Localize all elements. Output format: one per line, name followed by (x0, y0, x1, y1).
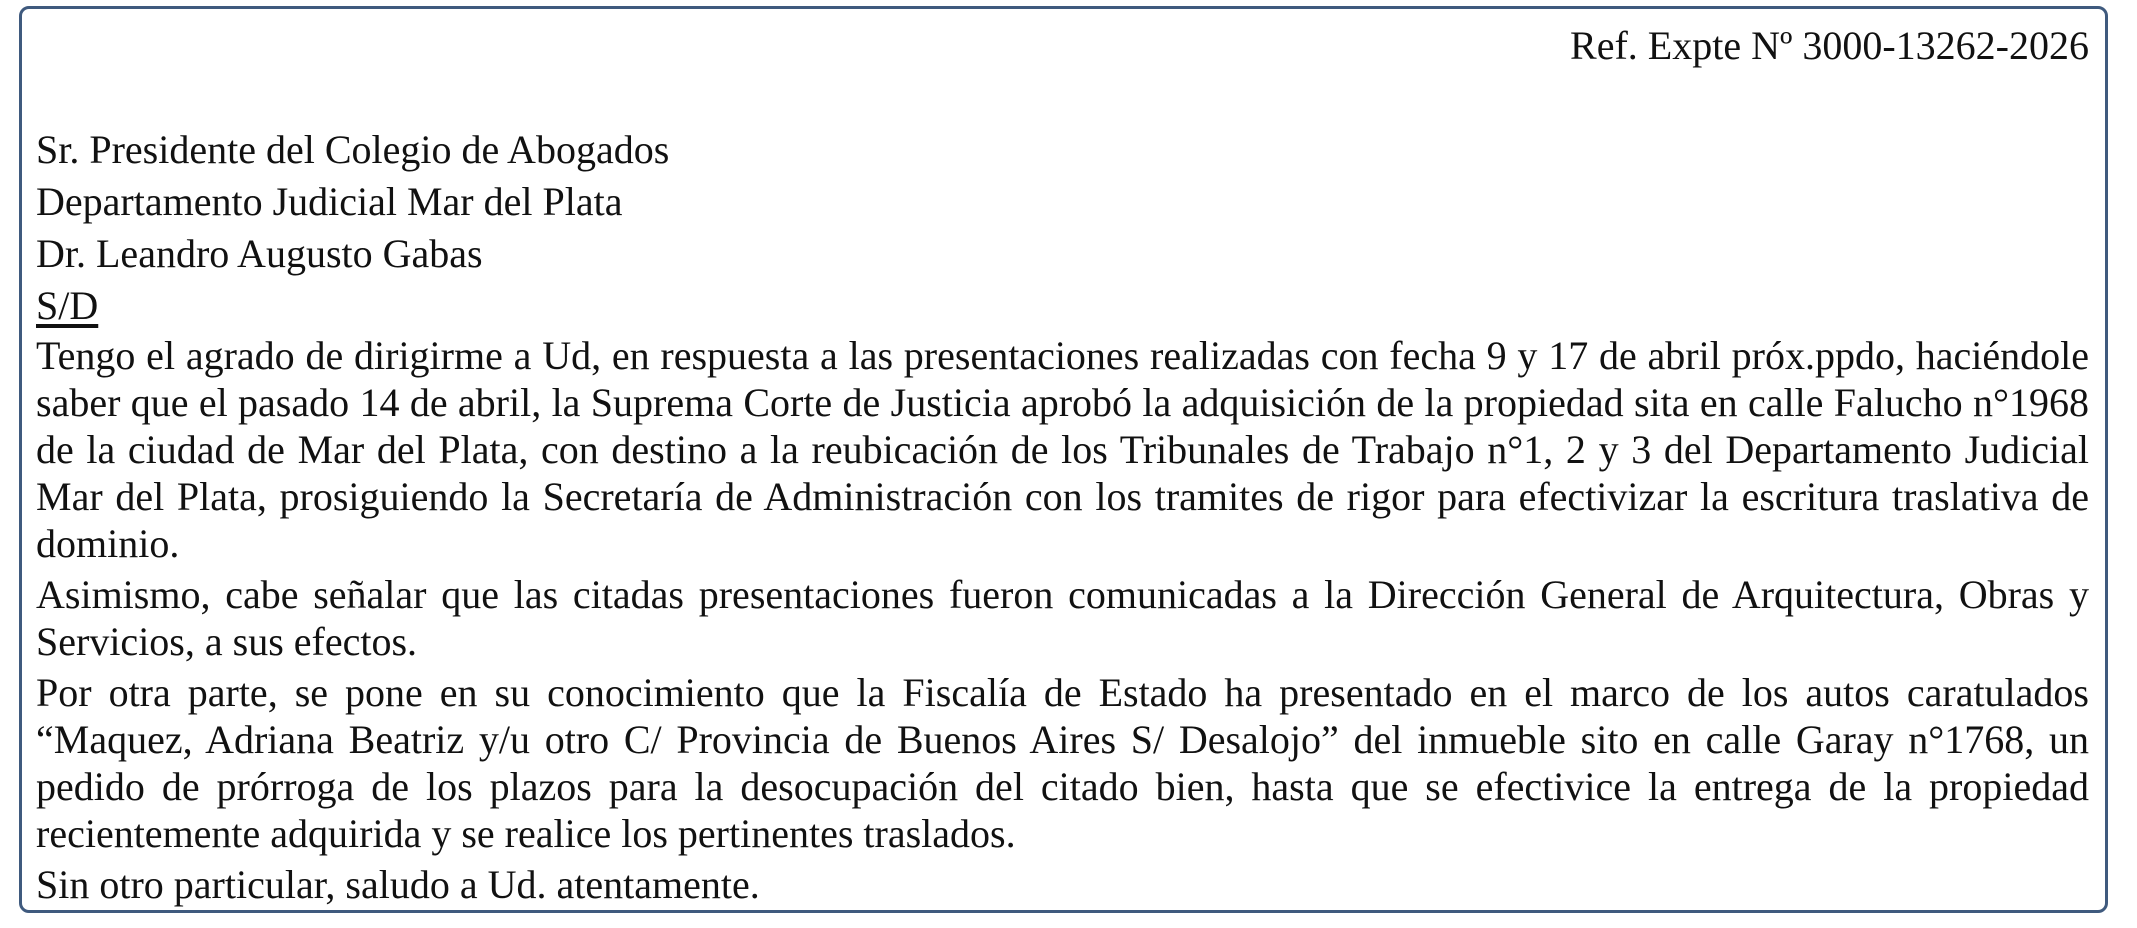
paragraph-3: Por otra parte, se pone en su conocimiento que la Fiscalía de Estado ha presentado en el marco de los autos caratulados “Maquez, Adriana Beatriz y/u otro C/ Provincia de Buenos Aires S/ Desalojo” del inmueble sito en calle Garay n°1768, un pedido de prórroga de los plazos para la desocupación del citado bien, hasta que se efectivice la entrega de la propiedad recientemente adquirida y se realice los pertinentes traslados. (36, 670, 2089, 856)
addressee-title: Sr. Presidente del Colegio de Abogados (36, 127, 670, 172)
addressee-sd (36, 280, 2089, 332)
paragraph-2: Asimismo, cabe señalar que las citadas presentaciones fueron comunicadas a la Dirección General de Arquitectura, Obras y Servicios, a sus efectos. (36, 572, 2089, 664)
paragraph-1: Tengo el agrado de dirigirme a Ud, en respuesta a las presentaciones realizadas con fecha 9 y 17 de abril próx.ppdo, haciéndole saber que el pasado 14 de abril, la Suprema Corte de Justicia aprobó la adquisición de la propiedad sita en calle Falucho n°1968 de la ciudad de Mar del Plata, con destino a la reubicación de los Tribunales de Trabajo n°1, 2 y 3 del Departamento Judicial Mar del Plata, prosiguiendo la Secretaría de Administración con los tramites de rigor para efectivizar la escritura traslativa de dominio. (36, 333, 2089, 566)
reference-number: Ref. Expte Nº 3000-13262-2026 (1570, 23, 2089, 68)
sd-label: S/D (36, 283, 99, 328)
closing-line: Sin otro particular, saludo a Ud. atentamente. (36, 862, 760, 907)
addressee-block (36, 124, 2089, 332)
addressee-department: Departamento Judicial Mar del Plata (36, 179, 623, 224)
letter-body (36, 20, 2089, 911)
addressee-name: Dr. Leandro Augusto Gabas (36, 231, 483, 276)
